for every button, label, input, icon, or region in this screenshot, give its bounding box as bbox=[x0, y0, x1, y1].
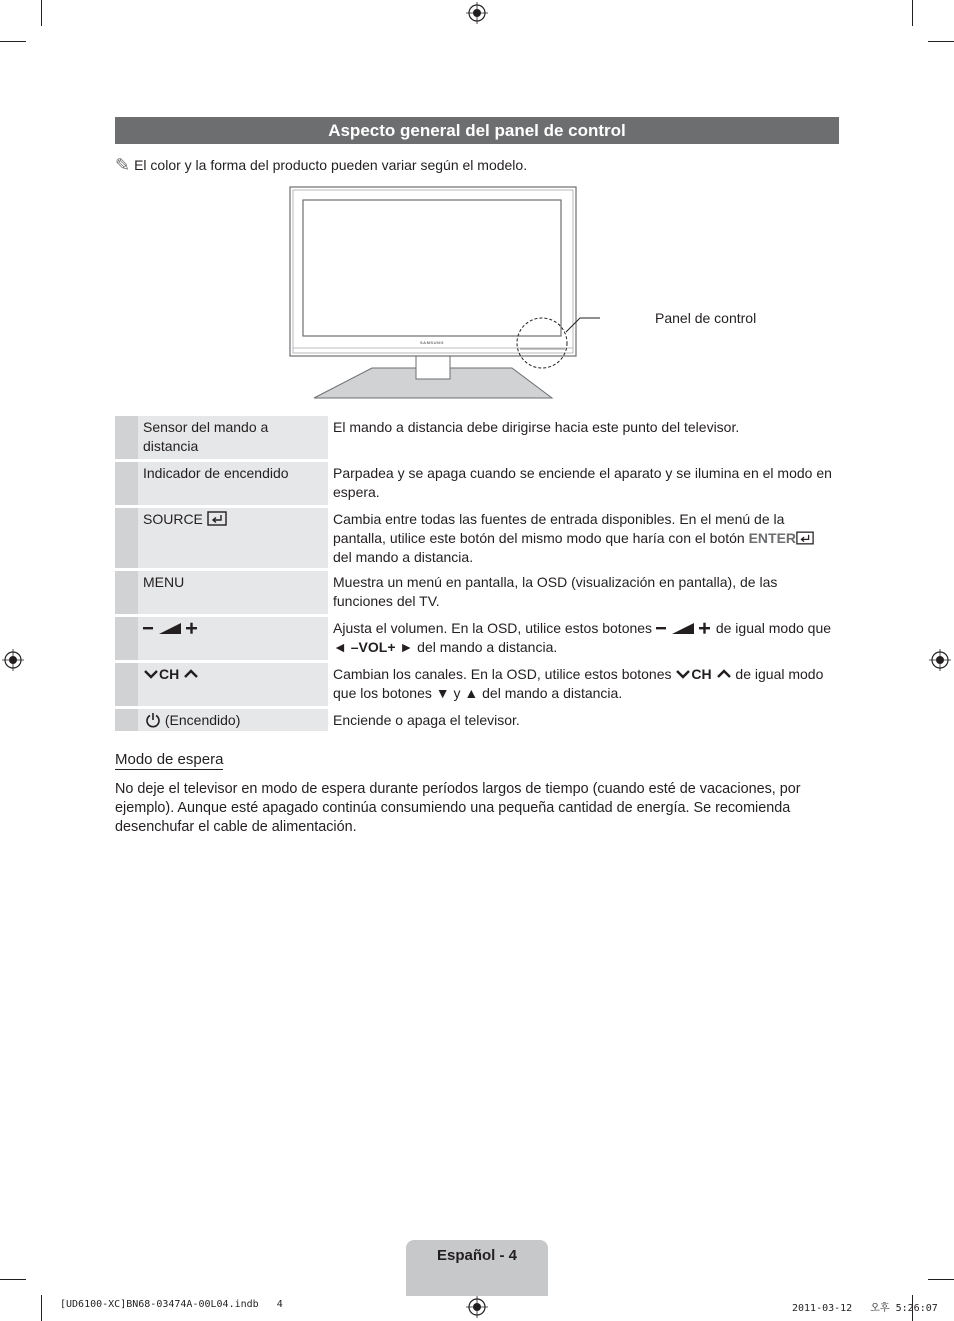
registration-mark-icon bbox=[466, 1296, 488, 1318]
crop-mark bbox=[928, 1279, 954, 1280]
control-name: SOURCE bbox=[143, 511, 203, 527]
ch-label: CH bbox=[691, 666, 712, 682]
note-text: El color y la forma del producto pueden variar según el modelo. bbox=[134, 157, 528, 173]
chevron-down-icon bbox=[143, 668, 159, 680]
callout-label: Panel de control bbox=[655, 310, 757, 326]
timestamp-slug: 2011-03-12 오후 5:26:07 bbox=[792, 1303, 938, 1314]
control-description-end: del mando a distancia. bbox=[333, 549, 474, 565]
tv-stand-neck bbox=[416, 354, 450, 379]
source-input-icon bbox=[207, 511, 227, 526]
standby-heading: Modo de espera bbox=[115, 751, 224, 768]
crop-mark bbox=[0, 41, 26, 42]
standby-text: No deje el televisor en modo de espera durante períodos largos de tiempo (cuando esté de vacaciones, por ejemplo). Aunque esté apagado continúa consumiendo una pequeña cantidad de energía. Se recomienda desenchufar el cable de alimentación. bbox=[115, 781, 801, 835]
control-name-cell bbox=[138, 663, 328, 706]
crop-mark bbox=[41, 1295, 42, 1321]
table-row bbox=[115, 508, 839, 568]
control-description: Enciende o apaga el televisor. bbox=[328, 709, 839, 731]
table-row bbox=[115, 416, 839, 459]
table-row bbox=[115, 709, 839, 731]
section-title: Aspecto general del panel de control bbox=[115, 117, 839, 144]
right-arrow-icon: ► bbox=[399, 639, 414, 655]
registration-mark-icon bbox=[929, 649, 951, 671]
control-description-mid: de igual modo que bbox=[715, 620, 832, 636]
note bbox=[115, 156, 527, 174]
vol-label: VOL bbox=[358, 639, 388, 655]
table-row bbox=[115, 617, 839, 660]
control-name: Indicador de encendido bbox=[138, 462, 328, 505]
table-row bbox=[115, 462, 839, 505]
control-description-end: de igual modo que los botones ▼ y ▲ del mando a distancia. bbox=[333, 666, 824, 701]
control-description: Parpadea y se apaga cuando se enciende el aparato y se ilumina en el modo en espera. bbox=[328, 462, 839, 505]
control-name: (Encendido) bbox=[164, 712, 241, 728]
power-icon bbox=[145, 712, 161, 728]
tv-screen bbox=[303, 200, 561, 336]
registration-mark-icon bbox=[466, 2, 488, 24]
registration-mark-icon bbox=[2, 649, 24, 671]
ch-label: CH bbox=[159, 666, 180, 682]
table-row bbox=[115, 663, 839, 706]
crop-mark bbox=[0, 1279, 26, 1280]
control-description-end: del mando a distancia. bbox=[417, 639, 558, 655]
volume-control-icon bbox=[656, 620, 712, 636]
chevron-up-icon bbox=[716, 668, 732, 680]
chevron-down-icon bbox=[675, 668, 691, 680]
crop-mark bbox=[41, 0, 42, 26]
minus-icon: – bbox=[350, 639, 359, 655]
control-description: Ajusta el volumen. En la OSD, utilice estos botones bbox=[333, 620, 653, 636]
plus-icon: + bbox=[387, 639, 396, 655]
file-slug: [UD6100-XC]BN68-03474A-00L04.indb 4 bbox=[60, 1299, 283, 1310]
crop-mark bbox=[912, 0, 913, 26]
page-number: Español - 4 bbox=[436, 1247, 518, 1264]
control-name: MENU bbox=[138, 571, 328, 614]
control-description-cell bbox=[328, 508, 839, 568]
control-description: Cambia entre todas las fuentes de entrada disponibles. En el menú de la pantalla, utilice este botón del mismo modo que haría con el botón bbox=[333, 511, 785, 546]
page-number-tab bbox=[406, 1240, 548, 1296]
control-name-cell bbox=[138, 709, 328, 731]
control-description-cell bbox=[328, 617, 839, 660]
chevron-up-icon bbox=[183, 668, 199, 680]
controls-table bbox=[115, 413, 839, 734]
tv-diagram bbox=[280, 180, 600, 405]
control-name-cell bbox=[138, 617, 328, 660]
crop-mark bbox=[928, 41, 954, 42]
left-arrow-icon: ◄ bbox=[333, 639, 347, 655]
control-name-cell bbox=[138, 508, 328, 568]
control-description: El mando a distancia debe dirigirse hacia este punto del televisor. bbox=[328, 416, 839, 459]
pencil-note-icon: ✎ bbox=[115, 155, 131, 175]
volume-control-icon bbox=[143, 620, 199, 636]
enter-label: ENTER bbox=[748, 530, 797, 546]
enter-icon bbox=[796, 531, 814, 545]
control-name: Sensor del mando a distancia bbox=[138, 416, 328, 459]
tv-brand-logo: SAMSUNG bbox=[420, 340, 444, 345]
table-row bbox=[115, 571, 839, 614]
control-description: Muestra un menú en pantalla, la OSD (visualización en pantalla), de las funciones del TV. bbox=[328, 571, 839, 614]
control-description: Cambian los canales. En la OSD, utilice estos botones bbox=[333, 666, 672, 682]
vol-label-cell bbox=[351, 639, 396, 655]
control-description-cell bbox=[328, 663, 839, 706]
